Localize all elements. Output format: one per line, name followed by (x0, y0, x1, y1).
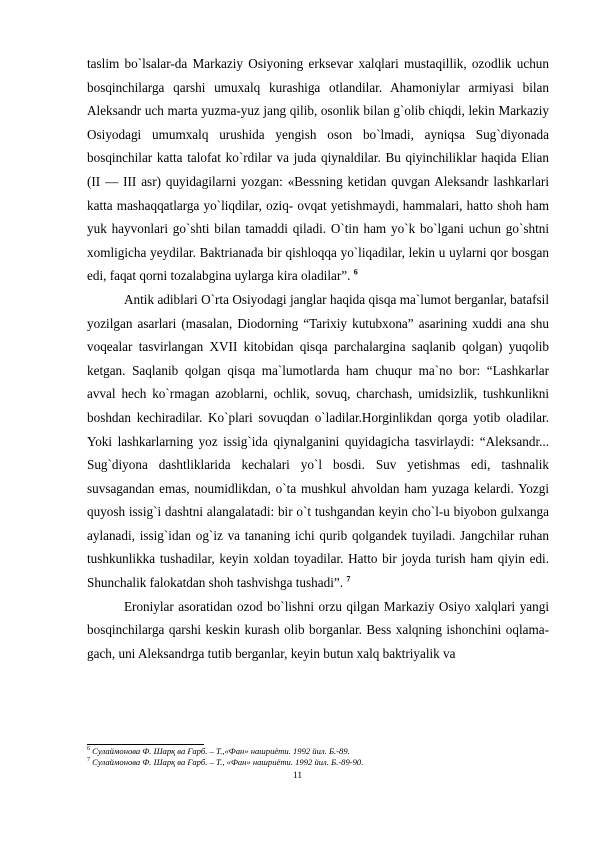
footnotes (87, 746, 549, 768)
paragraph-3: Eroniylar asoratidan ozod bo`lishni orzu qilgan Markaziy Osiyo xalqlari yangi bosqinchilarga qarshi keskin kurash olib borganlar. Bess xalqning ishonchini oqlama-gach, uni Aleksandrga tutib berganlar, keyin butun xalq baktriyalik va (87, 598, 549, 661)
document-body (87, 52, 549, 665)
footnote-ref-7[interactable]: 7 (346, 574, 351, 584)
footnote-7: $^7$ Сулаймонова Ф. Шарқ ва Ғарб. – Т., «Фан» нашриёти. 1992 йил. Б.-89-90. (87, 757, 364, 768)
footnote-ref-6[interactable]: 6 (353, 267, 358, 277)
footnote-6: $^6$ Сулаймонова Ф. Шарқ ва Ғарб. – Т.,«Фан» нашриёти. 1992 йил. Б.-89. (87, 746, 350, 756)
footnote-divider (87, 744, 204, 745)
paragraph-1: taslim bo`lsalar-da Markaziy Osiyoning erksevar xalqlari mustaqillik, ozodlik uchun bosqinchilarga qarshi umuxalq kurashiga otlandilar. Ahamoniylar armiyasi bilan Aleksandr uch marta yuzma-yuz jang qilib, osonlik bilan g`olib chiqdi, lekin Markaziy Osiyodagi umumxalq urushida yengish oson bo`lmadi, ayniqsa Sug`diyonada bosqinchilar katta talofat ko`rdilar va juda qiynaldilar. Bu qiyinchiliklar haqida Elian (II — III asr) quyidagilarni yozgan: «Bessning ketidan quvgan Aleksandr lashkarlari katta mashaqqatlarga yo`liqdilar, oziq- ovqat yetishmaydi, hammalari, hatto shoh ham yuk hayvonlari go`shti bilan tamaddi qiladi. O`tin ham yo`k bo`lgani uchun go`shtni xomligicha yeydilar. Baktrianada bir qishloqqa yo`liqadilar, lekin u uylarni qor bosgan edi, faqat qorni tozalabgina uylarga kira oladilar”. $^6$ (87, 56, 549, 284)
paragraph-2: Antik adiblari O`rta Osiyodagi janglar haqida qisqa ma`lumot berganlar, batafsil yozilgan asarlari (masalan, Diodorning “Tarixiy kutubxona” asarining xuddi ana shu voqealar tasvirlangan XVII kitobidan qisqa parchalargina saqlanib qolgan) yuqolib ketgan. Saqlanib qolgan qisqa ma`lumotlarda ham chuqur ma`no bor: “Lashkarlar avval hech ko`rmagan azoblarni, ochlik, sovuq, charchash, umidsizlik, tushkunlikni boshdan kechiradilar. Ko`plari sovuqdan o`ladilar.Horginlikdan qorga yotib oladilar. Yoki lashkarlarning yoz issig`ida qiynalganini quyidagicha tasvirlaydi: “Aleksandr... Sug`diyona dashtliklarida kechalari yo`l bosdi. Suv yetishmas edi, tashnalik suvsagandan emas, noumidlikdan, o`ta mushkul ahvoldan ham yuzaga kelardi. Yozgi quyosh issig`i dashtni alangalatadi: bir o`t tushgandan keyin cho`l-u biyobon gulxanga aylanadi, issig`idan og`iz va tananing ichi qurib qolgandek tuyiladi. Jangchilar ruhan tushkunlikka tushadilar, keyin xoldan toyadilar. Hatto bir joyda turish ham qiyin edi. Shunchalik falokatdan shoh tashvishga tushadi”. $^7$ (87, 291, 549, 591)
page-number: 11 (292, 771, 303, 781)
